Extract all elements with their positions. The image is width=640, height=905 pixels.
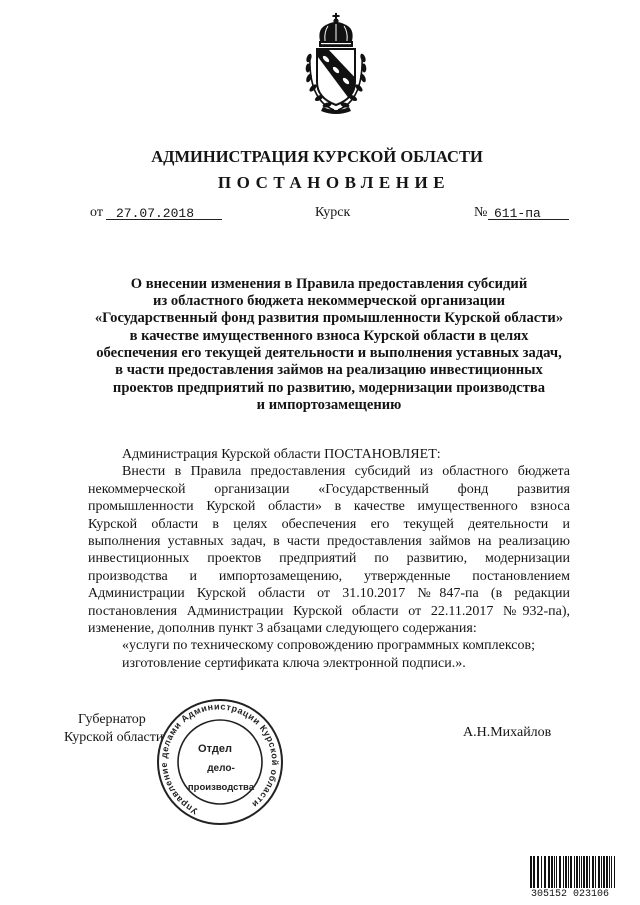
stamp-center-line: дело- [207,763,235,774]
title-line: и импортозамещению [256,397,402,414]
paragraph-line: промышленности Курской области» в качестве имущественного взноса [88,499,570,515]
barcode-bar [568,856,569,888]
title-line: в качестве имущественного взноса Курской области в целях [129,327,529,344]
barcode-bar [548,856,550,888]
organization-title: АДМИНИСТРАЦИЯ КУРСКОЙ ОБЛАСТИ [151,147,483,166]
quote-line: «услуги по техническому сопровождению программных комплексов; [122,638,535,654]
title-line: проектов предприятий по развитию, модернизации производства [112,379,546,396]
date-prefix: от [90,205,103,220]
document-subject-title [88,276,570,415]
barcode-bar [603,856,605,888]
barcode-bar [537,856,539,888]
quote-line: изготовление сертификата ключа электронной подписи.». [122,655,466,671]
barcode-bar [614,856,615,888]
barcode-bar [570,856,572,888]
document-date: 27.07.2018 [116,206,195,221]
barcode-bar [611,856,612,888]
barcode-bar [576,856,578,888]
barcode-bar [606,856,608,888]
barcode-bar [586,856,588,888]
barcode-bar [579,856,580,888]
date-underline [106,219,222,220]
barcode-bar [551,856,553,888]
signatory-name: А.Н.Михайлов [463,725,552,740]
barcode-bar [541,856,542,888]
document-body [88,446,570,672]
barcode-bar [559,856,561,888]
number-underline [488,219,569,220]
barcode-bar [544,856,546,888]
paragraph-line: Курской области в целях обеспечения его текущей деятельности и [88,516,570,532]
barcode-bar [565,856,567,888]
paragraph-line: Внести в Правила предоставления субсидий из областного бюджета [122,464,570,480]
barcode-bar [595,856,596,888]
document-city: Курск [315,205,351,220]
barcode-bar [533,856,535,888]
paragraph-line: изменение, дополнив пункт 3 абзацами следующего содержания: [88,620,477,636]
title-line: из областного бюджета некоммерческой организации [152,292,506,309]
barcode-bar [574,856,575,888]
paragraph-line: постановления Администрации Курской области от 22.11.2017 №932-па), [88,603,570,619]
title-line: О внесении изменения в Правила предоставления субсидий [130,275,528,292]
number-prefix: № [474,205,488,220]
barcode-bar [592,856,594,888]
paragraph-line: выполнения уставных задач, в части предоставления займов на реализацию [88,533,570,549]
stamp-center-line: Отдел [198,743,232,755]
barcode-bar [563,856,564,888]
stamp-center-line: производства [187,782,255,793]
office-stamp [155,697,285,827]
signatory-position-line2: Курской области [64,730,164,745]
barcode-bar [598,856,600,888]
barcode-bar [601,856,602,888]
barcode [530,856,618,888]
barcode-bar [589,856,590,888]
barcode-bar [530,856,532,888]
barcode-bar [581,856,582,888]
paragraph-line: некоммерческой организации «Государственный фонд развития [88,481,570,497]
stamp-ring-text: Управление делами Администрации Курской области [158,701,280,817]
barcode-bar [583,856,585,888]
barcode-bar [554,856,555,888]
title-line: «Государственный фонд развития промышленности Курской области» [94,310,564,327]
document-number: 611-па [494,206,541,221]
kursk-coat-of-arms-icon [290,12,382,116]
resolution-intro: Администрация Курской области ПОСТАНОВЛЯЕТ: [122,447,441,462]
paragraph-line: производства и импортозамещению, утвержденные постановлением [88,568,570,584]
title-line: в части предоставления займов на реализацию инвестиционных [115,362,543,379]
title-line: обеспечения его текущей деятельности и выполнения уставных задач, [96,345,562,362]
barcode-bar [556,856,557,888]
barcode-number: 305152 023106 [531,889,610,900]
paragraph-line: Администрации Курской области от 31.10.2017 №847-па (в редакции [88,586,570,602]
signatory-position-line1: Губернатор [78,712,146,727]
barcode-bar [609,856,610,888]
document-type-title: ПОСТАНОВЛЕНИЕ [217,173,451,192]
paragraph-line: инвестиционных проектов предприятий по развитию, модернизации [88,551,570,567]
